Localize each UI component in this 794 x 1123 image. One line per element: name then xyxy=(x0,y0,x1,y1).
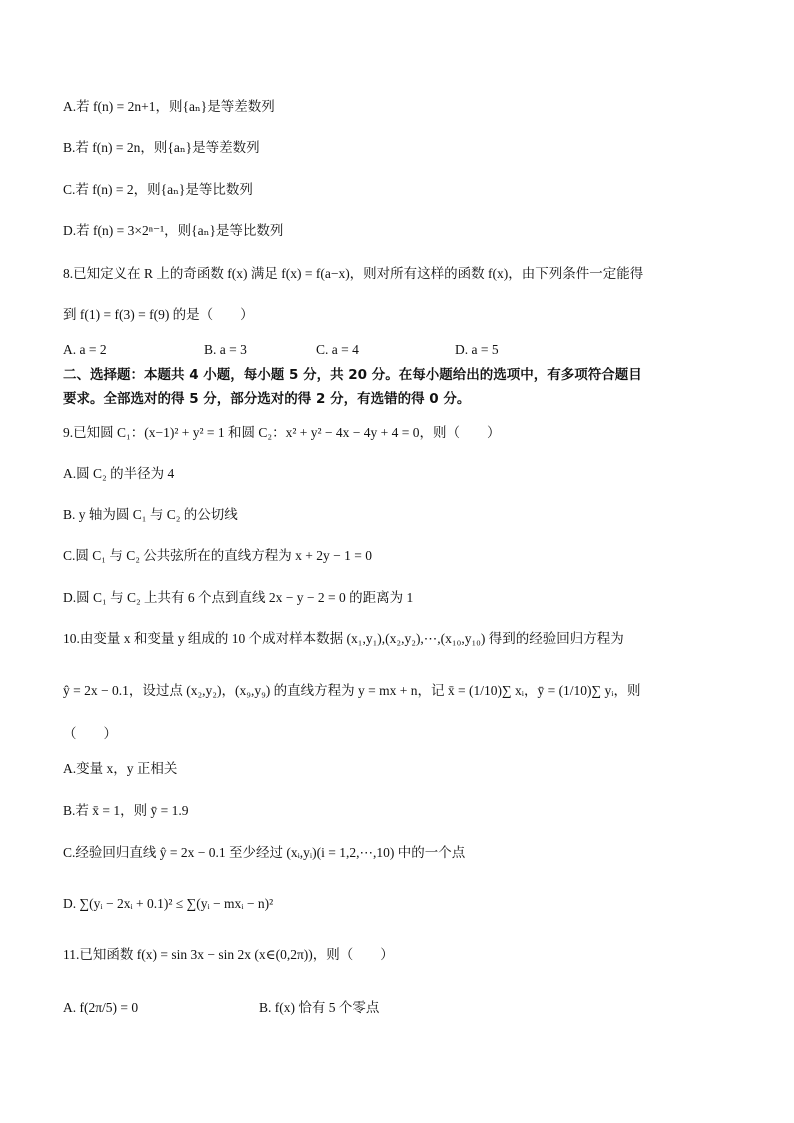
q9-option-b: B. y 轴为圆 C₁ 与 C₂ 的公切线 xyxy=(63,507,238,522)
q10-option-d: D. ∑(yᵢ − 2xᵢ + 0.1)² ≤ ∑(yᵢ − mxᵢ − n)² xyxy=(63,896,274,911)
q7-option-d: D.若 f(n) = 3×2ⁿ⁻¹，则{aₙ}是等比数列 xyxy=(63,223,284,238)
q9-option-d: D.圆 C₁ 与 C₂ 上共有 6 个点到直线 2x − y − 2 = 0 的距离为 1 xyxy=(63,590,414,605)
q10-stem-line2: ŷ = 2x − 0.1，设过点 (x₂,y₂)，(x₉,y₉) 的直线方程为 y = mx + n，记 x̄ = (1/10)∑ xᵢ，ȳ = (1/10)∑ yᵢ，则 xyxy=(63,683,641,698)
q7-option-a: A.若 f(n) = 2n+1，则{aₙ}是等差数列 xyxy=(63,99,275,114)
q10-stem-line1: 10.由变量 x 和变量 y 组成的 10 个成对样本数据 (x₁,y₁),(x₂,y₂),⋯,(x₁₀,y₁₀) 得到的经验回归方程为 xyxy=(63,631,624,646)
q8-stem-line2: 到 f(1) = f(3) = f(9) 的是（ ） xyxy=(63,307,254,322)
q8-option-d: D. a = 5 xyxy=(455,342,499,357)
section2-heading-line2: 要求。全部选对的得 5 分，部分选对的得 2 分，有选错的得 0 分。 xyxy=(63,391,471,407)
q8-option-a: A. a = 2 xyxy=(63,342,107,357)
q9-option-a: A.圆 C₂ 的半径为 4 xyxy=(63,466,175,481)
q8-option-c: C. a = 4 xyxy=(316,342,359,357)
q7-option-b: B.若 f(n) = 2n，则{aₙ}是等差数列 xyxy=(63,140,260,155)
q10-option-b: B.若 x̄ = 1，则 ȳ = 1.9 xyxy=(63,803,189,818)
q10-option-c: C.经验回归直线 ŷ = 2x − 0.1 至少经过 (xᵢ,yᵢ)(i = 1,2,⋯,10) 中的一个点 xyxy=(63,845,466,860)
q8-stem-line1: 8.已知定义在 R 上的奇函数 f(x) 满足 f(x) = f(a−x)，则对所有这样的函数 f(x)，由下列条件一定能得 xyxy=(63,266,644,281)
q9-option-c: C.圆 C₁ 与 C₂ 公共弦所在的直线方程为 x + 2y − 1 = 0 xyxy=(63,548,373,563)
q10-stem-line3: （ ） xyxy=(63,726,117,741)
section2-heading-line1: 二、选择题：本题共 4 小题，每小题 5 分，共 20 分。在每小题给出的选项中，有多项符合题目 xyxy=(63,367,642,383)
q11-option-b: B. f(x) 恰有 5 个零点 xyxy=(259,1000,380,1015)
q8-option-b: B. a = 3 xyxy=(204,342,247,357)
q11-option-a: A. f(2π/5) = 0 xyxy=(63,1000,139,1015)
q9-stem: 9.已知圆 C₁：(x−1)² + y² = 1 和圆 C₂：x² + y² − 4x − 4y + 4 = 0，则（ ） xyxy=(63,425,501,440)
q10-option-a: A.变量 x，y 正相关 xyxy=(63,761,178,776)
q11-stem: 11.已知函数 f(x) = sin 3x − sin 2x (x∈(0,2π))，则（ ） xyxy=(63,947,394,962)
q7-option-c: C.若 f(n) = 2，则{aₙ}是等比数列 xyxy=(63,182,253,197)
